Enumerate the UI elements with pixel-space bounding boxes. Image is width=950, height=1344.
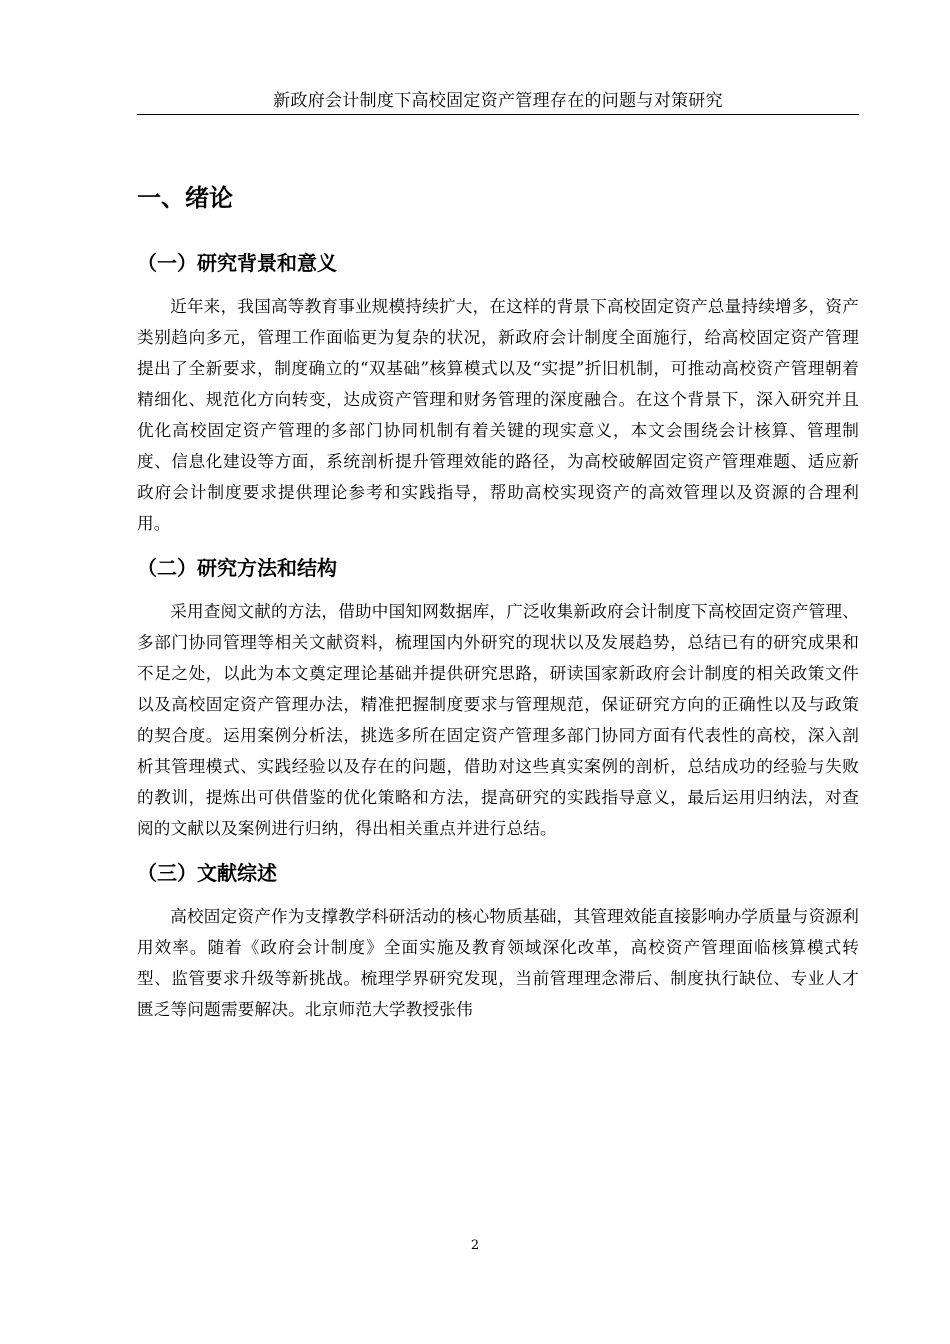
paragraph-background: 近年来，我国高等教育事业规模持续扩大，在这样的背景下高校固定资产总量持续增多，资产类别趋向多元，管理工作面临更为复杂的状况，新政府会计制度全面施行，给高校固定资产管理提出了全新要求，制度确立的“双基础”核算模式以及“实提”折旧机制，可推动高校资产管理朝着精细化、规范化方向转变，达成资产管理和财务管理的深度融合。在这个背景下，深入研究并且优化高校固定资产管理的多部门协同机制有着关键的现实意义，本文会围绕会计核算、管理制度、信息化建设等方面，系统剖析提升管理效能的路径，为高校破解固定资产管理难题、适应新政府会计制度要求提供理论参考和实践指导，帮助高校实现资产的高效管理以及资源的合理利用。 bbox=[137, 297, 859, 533]
section-heading-methods: （二）研究方法和结构 bbox=[137, 556, 337, 580]
chapter-title: 一、绪论 bbox=[137, 184, 233, 212]
header-rule bbox=[137, 114, 859, 115]
paragraph-literature: 高校固定资产作为支撑教学科研活动的核心物质基础，其管理效能直接影响办学质量与资源利用效率。随着《政府会计制度》全面实施及教育领域深化改革，高校资产管理面临核算模式转型、监管要求升级等新挑战。梳理学界研究发现，当前管理理念滞后、制度执行缺位、专业人才匮乏等问题需要解决。北京师范大学教授张伟 bbox=[137, 907, 859, 1019]
page-number: 2 bbox=[470, 1238, 480, 1253]
running-header: 新政府会计制度下高校固定资产管理存在的问题与对策研究 bbox=[273, 91, 723, 111]
paragraph-methods: 采用查阅文献的方法，借助中国知网数据库，广泛收集新政府会计制度下高校固定资产管理、多部门协同管理等相关文献资料，梳理国内外研究的现状以及发展趋势，总结已有的研究成果和不足之处，以此为本文奠定理论基础并提供研究思路，研读国家新政府会计制度的相关政策文件以及高校固定资产管理办法，精准把握制度要求与管理规范，保证研究方向的正确性以及与政策的契合度。运用案例分析法，挑选多所在固定资产管理多部门协同方面有代表性的高校，深入剖析其管理模式、实践经验以及存在的问题，借助对这些真实案例的剖析，总结成功的经验与失败的教训，提炼出可供借鉴的优化策略和方法，提高研究的实践指导意义，最后运用归纳法，对查阅的文献以及案例进行归纳，得出相关重点并进行总结。 bbox=[137, 602, 859, 838]
section-heading-background: （一）研究背景和意义 bbox=[137, 251, 337, 275]
body-text bbox=[137, 178, 859, 1037]
section-heading-literature: （三）文献综述 bbox=[137, 861, 277, 885]
